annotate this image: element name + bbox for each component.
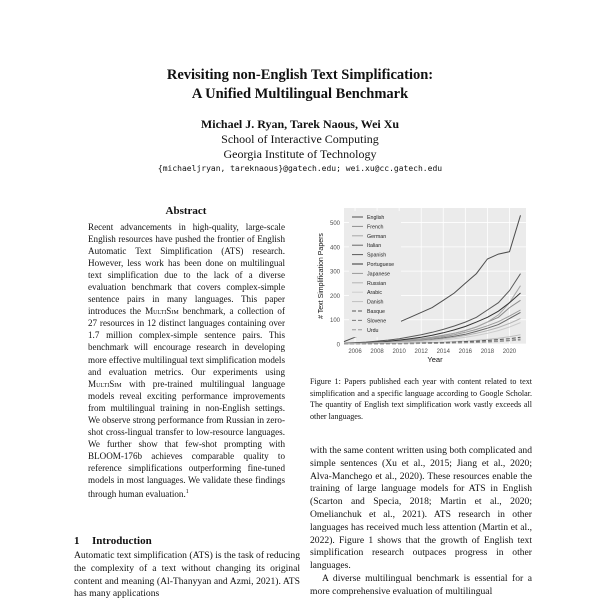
legend-label: Spanish (367, 252, 387, 259)
y-tick-label: 100 (329, 318, 340, 325)
abstract-text-part-3: with pre-trained multilingual language models reveal exciting performance improvements from multilingual training in non-English settings. We observe strong performance from Russian in zero-shot cross-lingual transfer to low-resource languages. We further show that few-shot prompting with BLOOM-176b achieves comparable quality to reference simplifications outperforming fine-tuned models in most languages. We validate these findings through human evaluation. (88, 378, 285, 500)
introduction-paragraph: Automatic text simplification (ATS) is the task of reducing the complexity of a text without changing its original content and meaning (Al-Thanyyan and Azmi, 2021). ATS has many applications (74, 550, 300, 600)
x-tick-label: 2016 (458, 349, 473, 355)
right-paragraph-2: A diverse multilingual benchmark is essential for a more comprehensive evaluation of multilingual (310, 572, 532, 597)
legend-label: German (367, 233, 387, 240)
chart-legend (349, 211, 401, 337)
x-tick-label: 2012 (414, 349, 428, 355)
papers-per-year-chart (310, 200, 532, 368)
x-tick-label: 2006 (348, 349, 362, 355)
y-tick-label: 300 (329, 269, 340, 276)
x-tick-label: 2008 (370, 349, 384, 355)
affiliation-school: School of Interactive Computing (221, 132, 379, 146)
x-axis-label: Year (427, 355, 443, 364)
y-axis-label: # Text Simplification Papers (318, 233, 325, 319)
introduction-text (74, 550, 300, 601)
y-tick-label: 0 (336, 342, 340, 349)
legend-label: Russian (367, 280, 387, 287)
legend-label: Basque (367, 309, 385, 315)
legend-label: French (367, 224, 384, 231)
y-tick-label: 400 (329, 245, 340, 252)
legend-label: Slovene (367, 318, 387, 325)
benchmark-name: MultiSim (145, 306, 179, 317)
section-title: Introduction (92, 535, 152, 547)
x-tick-label: 2020 (502, 349, 517, 355)
legend-label: Danish (367, 299, 384, 306)
legend-label: Arabic (367, 290, 383, 297)
right-column-text (310, 445, 532, 600)
author-emails: {michaeljryan, tareknaous}@gatech.edu; wei.xu@cc.gatech.edu (157, 164, 443, 173)
legend-label: Japanese (367, 271, 390, 278)
benchmark-name-repeat: MultiSim (88, 378, 122, 389)
legend-label: English (367, 215, 385, 221)
figure-caption: Figure 1: Papers published each year with content related to text simplification and a specific language according to Google Scholar. The quantity of English text simplification work vastly exceeds all other languages. (310, 377, 532, 421)
x-tick-label: 2010 (392, 349, 406, 355)
abstract-text-part-2: benchmark, a collection of 27 resources in 12 distinct languages containing over 1.7 million complex-simple sentence pairs. This benchmark will encourage research in developing more effective multilingual text simplification models and evaluation metrics. Our experiments using (88, 306, 286, 377)
legend-label: Italian (367, 243, 382, 250)
right-paragraph-1: with the same content written using both complicated and simple sentences (Xu et al., 2015; Jiang et al., 2020; Alva-Manchego et al., 2020). These resources enable the training of large language models for ATS in English (Scarton and Specia, 2018; Martin et al., 2020; Omelianchuk et al., 2021). ATS research in other languages has received much less attention (Martin et al., 2022). Figure 1 shows that the growth of English text simplification research outpaces progress in other languages. (310, 445, 532, 572)
abstract-heading: Abstract (165, 205, 207, 217)
abstract-body (88, 221, 285, 500)
y-tick-label: 500 (329, 221, 340, 228)
affiliation-institute: Georgia Institute of Technology (223, 147, 377, 161)
legend-label: Urdu (367, 327, 379, 334)
x-tick-label: 2014 (436, 349, 450, 355)
paper-title-line-2: A Unified Multilingual Benchmark (191, 86, 409, 102)
paper-title-line-1: Revisiting non-English Text Simplification: (166, 67, 434, 83)
legend-label: Portuguese (367, 262, 395, 268)
section-number: 1 (74, 535, 80, 547)
author-list: Michael J. Ryan, Tarek Naous, Wei Xu (200, 117, 400, 131)
y-tick-label: 200 (329, 293, 340, 300)
abstract-text-part-1: Recent advancements in high-quality, large-scale English resources have pushed the frontier of English Automatic Text Simplification (ATS) research. However, less work has been done on multilingual text simplification due to the lack of a diverse evaluation benchmark that covers complex-simple sentence pairs in many languages. This paper introduces the (88, 222, 285, 317)
x-tick-label: 2018 (480, 349, 495, 355)
section-heading-introduction (74, 535, 152, 547)
footnote-marker[interactable]: 1 (185, 489, 189, 496)
